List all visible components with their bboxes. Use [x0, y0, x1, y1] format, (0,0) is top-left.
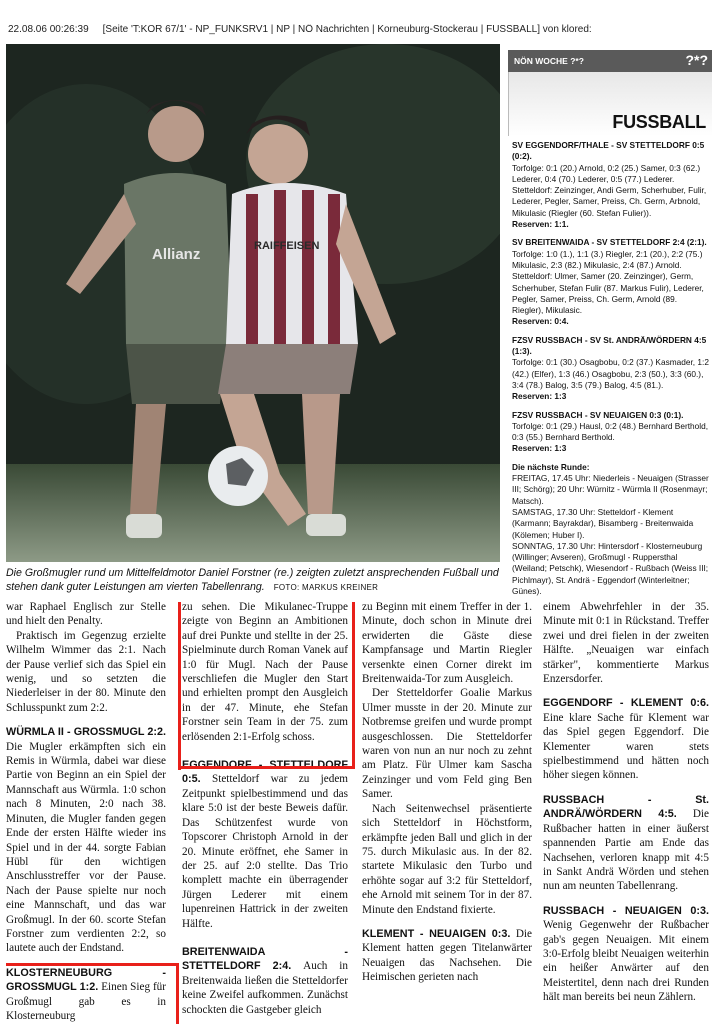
sidebar-bar-mark: ?*? [685, 52, 708, 68]
header-timestamp: 22.08.06 00:26:39 [8, 24, 89, 35]
paragraph: Der Stetteldorfer Goalie Markus Ulmer musste in der 20. Minute zur Notbremse greifen und wurde prompt ausgeschlossen. Die Stetteldorfer waren von nun an nur noch zu zehnt am Platz. Für Ulmer kam Sascha Zeinzinger und vom Feld ging Ben Samer. [362, 687, 532, 801]
section [6, 725, 166, 956]
section [543, 793, 709, 894]
game-line: Torfolge: 1:0 (1.), 1:1 (3.) Riegler, 2:1 (20.), 2:2 (75.) Mikulasic, 2:3 (82.) Mikulasic, 2:4 (87.) Arnold. [512, 248, 703, 270]
game-heading: SV EGGENDORF/THALE - SV STETTELDORF 0:5 (0:2). [512, 140, 705, 162]
paragraph: zu Beginn mit einem Treffer in der 1. Minute, doch schon in Minute drei erwiderten die Gäste diese Kampfansage und Martin Riegler versenkte einen Corner direkt im Breitenwaida-Tor zum Ausgleich. [362, 601, 532, 686]
paragraph: Die Klement hatten gegen Titelanwärter Neuaigen das Nachsehen. Die Heimischen gerieten nach [362, 927, 532, 984]
jersey-text-left: Allianz [152, 246, 201, 263]
section-heading: RUSSBACH - NEUAIGEN 0:3. [543, 904, 709, 917]
paragraph: Praktisch im Gegenzug erzielte Wilhelm Wimmer das 2:1. Nach der Pause verlief sich das Spiel ein wenig, und so setzten die Niederleiser in der 80. Minute den Schlusspunkt zum 2:2. [6, 629, 166, 714]
paragraph: Nach Seitenwechsel präsentierte sich Stetteldorf in Höchstform, erkämpfte jeden Ball und glich in der 75. durch Mikulasic aus. In der 82. startete Mikulasic den Turbo und erhöhte sogar auf 3:2 für Stetteldorf, ehe Arnold mit seinem Tor in der 87. Minute den Endstand fixierte. [362, 802, 532, 916]
section [182, 945, 348, 1017]
game-line: Reserven: 1:3 [512, 443, 567, 454]
sidebar-body [508, 136, 712, 597]
paragraph: Wenig Gegenwehr der Rußbacher gab's gegen Neuaigen. Mit einem 3:0-Erfolg bleibt Neuaigen weiterhin ein heißer Anwärter auf den Meistertitel, denn nach drei Runden hält man bereits bei neun Zählern. [543, 919, 709, 1004]
red-marker-horizontal [6, 963, 178, 966]
photo-illustration [6, 44, 500, 562]
section-heading: EGGENDORF - KLEMENT 0:6. [543, 697, 709, 710]
sidebar-bar [508, 50, 712, 72]
paragraph: Einen Sieg für Großmugl gab es in Klosterneuburg [6, 981, 166, 1022]
game-heading: FZSV RUSSBACH - SV St. ANDRÄ/WÖRDERN 4:5 (1:3). [512, 334, 707, 357]
results-sidebar [508, 50, 712, 600]
game-line: Torfolge: 0:1 (29.) Hausl, 0:2 (48.) Bernhard Berthold, 0:3 (55.) Bernhard Berthold. [512, 420, 709, 443]
red-marker-horizontal [178, 766, 354, 769]
article-column-2 [182, 600, 348, 1017]
game-line: Torfolge: 0:1 (30.) Osagbobu, 0:2 (37.) Kasmader, 1:2 (42.) (Elfer), 1:3 (46.) Osagbobu, 2:3 (50.), 3:3 (60.), 3:4 (78.) Balog, 3:5 (79.) Balog, 4:5 (81.). [512, 357, 709, 390]
section-heading: KLOSTERNEUBURG - GROSSMUGL 1:2. [6, 966, 166, 994]
game-line: Reserven: 0:4. [512, 316, 569, 327]
article-column-3 [362, 600, 532, 985]
section [6, 966, 166, 1024]
section [182, 758, 348, 931]
game-block [512, 140, 710, 230]
photo-credit: FOTO: MARKUS KREINER [273, 583, 379, 592]
section-heading: RUSSBACH - St. ANDRÄ/WÖRDERN 4:5. [543, 793, 709, 821]
red-marker-vertical [176, 963, 179, 1024]
article-column-1 [6, 600, 166, 1023]
game-line: Reserven: 1:1. [512, 219, 569, 230]
section-heading: 0:5. [182, 773, 201, 786]
caption-text: Die Großmugler rund um Mittelfeldmotor Daniel Forstner (re.) zeigten zuletzt ansprechenden Fußball und stehen dank guter Leistungen am vierten Tabellenrang. [6, 567, 499, 593]
sidebar-title: FUSSBALL [508, 72, 712, 136]
page-header [8, 24, 708, 35]
next-round-block [512, 462, 710, 598]
match-photo [6, 44, 500, 562]
section-heading: BREITENWAIDA - STETTELDORF 2:4. [182, 945, 348, 973]
game-line: Stetteldorf: Zeinzinger, Andi Germ, Scherhuber, Fulir, Lederer, Pegler, Samer, Preiss, Ch. Germ, Arbnold, Mikulasic (Riegler (60. Stefan Fulier)). [512, 185, 707, 218]
game-line: Torfolge: 0:1 (20.) Arnold, 0:2 (25.) Samer, 0:3 (62.) Lederer, 0:4 (70.) Lederer, 0:5 (77.) Lederer. [512, 162, 701, 184]
sidebar-bar-label: NÖN WOCHE ?*? [514, 56, 584, 66]
header-path: [Seite 'T:KOR 67/1' - NP_FUNKSRV1 | NP | NÖ Nachrichten | Korneuburg-Stockerau | FUSSBALL] von klored: [102, 24, 592, 35]
game-block [512, 335, 710, 403]
game-line: Reserven: 1:3 [512, 391, 567, 402]
paragraph: Stetteldorf war zu jedem Zeitpunkt spielbestimmend und das klare 5:0 ist der beste Beweis dafür. Das Schützenfest wurde von Topscorer Christoph Arnold in der 20. Minute eröffnet, ehe Samer in der 25. auf 2:0 stellte. Das Trio komplett machte ein überragender Jürgen Lederer mit einem lupenreinen Hattrick in der zweiten Hälfte. [182, 773, 348, 930]
next-round-line: SAMSTAG, 17.30 Uhr: Stetteldorf - Klement (Karmann; Bayrakdar), Bisamberg - Breitenwaida (Kölemen; Huber I). [512, 506, 694, 540]
paragraph: Eine klare Sache für Klement war das Spiel gegen Eggendorf. Die Klementer waren stets spielbestimmend und hätten noch höher siegen können. [543, 711, 709, 782]
game-heading: SV BREITENWAIDA - SV STETTELDORF 2:4 (2:1). [512, 237, 707, 248]
paragraph: Die Mugler erkämpften sich ein Remis in Würmla, dabei war diese Partie von Beginn an ein Spiel der Mannschaft aus Würmla. 1:0 schon nach 8 Minuten, 2:0 nach 38. Minuten, die Mugler fanden gegen Ende der ersten Hälfte wieder ins Spiel und in der 44. sorgte Fabian Hübl für den wichtigen Anschlusstreffer vor der Pause. Nach der Pause spielte nur noch eine Mannschaft, und das war Großmugl. In der 60. scorte Stefan Forstner zum verdienten 2:2, so lautete auch der Endstand. [6, 740, 166, 955]
paragraph: Die Rußbacher hatten in einer äußerst spannenden Partie am Ende das Nachsehen, verloren knapp mit 4:5 in Sankt Andrä Wörden und stehen nun am neunten Tabellenrang. [543, 808, 709, 893]
game-block [512, 237, 710, 327]
article-column-4 [543, 600, 709, 1005]
game-heading: FZSV RUSSBACH - SV NEUAIGEN 0:3 (0:1). [512, 409, 684, 420]
paragraph: Auch in Breitenwaida ließen die Stetteldorfer keine Zweifel aufkommen. Zunächst schockten die Gastgeber gleich [182, 960, 348, 1016]
section [543, 904, 709, 1005]
next-round-heading: Die nächste Runde: [512, 461, 590, 472]
game-line: Stetteldorf: Ulmer, Samer (20. Zeinzinger), Germ, Scherhuber, Stefan Fulir (87. Markus Fulir), Lederer, Pegler, Samer, Preiss, Ch. Germ, Arnold (89. Riegler), Mikulasic. [512, 271, 704, 316]
jersey-text-right: RAIFFEISEN [254, 240, 320, 252]
section [543, 696, 709, 782]
section-heading: WÜRMLA II - GROSSMUGL 2:2. [6, 726, 166, 739]
paragraph: einem Abwehrfehler in der 35. Minute mit 0:1 in Rückstand. Treffer zwei und drei fielen in der zweiten Hälfte. „Neuaigen war einfach stärker", kommentierte Markus Enzersdorfer. [543, 601, 709, 686]
photo-caption [6, 566, 500, 595]
game-block [512, 410, 710, 455]
paragraph: war Raphael Englisch zur Stelle und hielt den Penalty. [6, 601, 166, 628]
paragraph: zu sehen. Die Mikulanec-Truppe zeigte von Beginn an Ambitionen auf drei Punkte und stellte in der 25. Spielminute durch Roman Vanek auf 1:0 für Mugl. Nach der Pause verschliefen die Mugler den Start und erhielten prompt den Ausgleich in der 47. Minute, ehe Stefan Forstner sein Team in der 75. zum erlösenden 2:1-Erfolg schoss. [182, 601, 348, 743]
next-round-line: FREITAG, 17.45 Uhr: Niederleis - Neuaigen (Strasser III; Schörg); 20 Uhr: Würnitz - Würmla II (Rosenmayr; Matsch). [512, 473, 709, 506]
section [362, 927, 532, 985]
red-marker-vertical [178, 602, 181, 770]
section-heading: KLEMENT - NEUAIGEN 0:3. [362, 927, 511, 940]
next-round-line: SONNTAG, 17.30 Uhr: Hintersdorf - Klosterneuburg (Willinger; Avseren), Großmugl - Ruppersthal (Weiland; Petschk), Wiesendorf - Rußbach (Weiss III; Pichlmayr), St. Andrä - Eggendorf (Winterleitner; Günes). [512, 540, 709, 596]
red-marker-vertical [352, 602, 355, 769]
